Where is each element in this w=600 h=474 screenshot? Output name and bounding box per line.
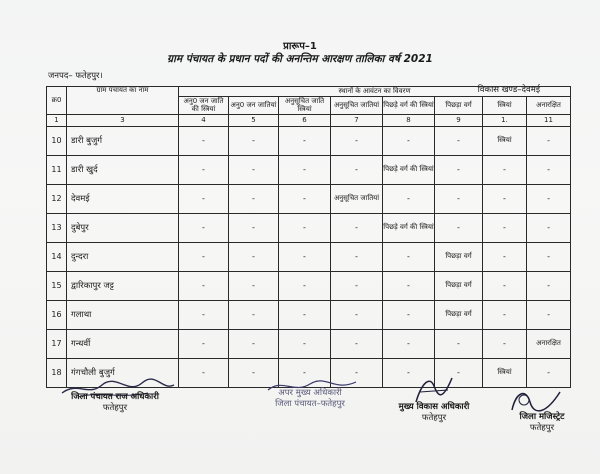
row-serial: 16 bbox=[47, 301, 67, 330]
allocation-cell: - bbox=[279, 185, 331, 214]
category-header: अनारक्षित bbox=[527, 97, 571, 115]
allocation-cell: - bbox=[383, 330, 435, 359]
allocation-cell: - bbox=[331, 127, 383, 156]
allocation-cell: - bbox=[435, 359, 483, 388]
allocation-cell: - bbox=[331, 156, 383, 185]
allocation-cell: पिछड़ा वर्ग bbox=[435, 272, 483, 301]
allocation-cell: - bbox=[383, 272, 435, 301]
table-row bbox=[47, 301, 571, 330]
allocation-cell: - bbox=[383, 301, 435, 330]
column-number: 5 bbox=[229, 115, 279, 127]
allocation-cell: अनारक्षित bbox=[527, 330, 571, 359]
allocation-cell: - bbox=[435, 185, 483, 214]
gram-panchayat-name: दुबेपुर bbox=[67, 214, 179, 243]
signatory-4-place: फतेहपुर bbox=[529, 422, 555, 433]
allocation-cell: पिछड़ा वर्ग bbox=[435, 243, 483, 272]
allocation-cell: - bbox=[435, 214, 483, 243]
allocation-cell: स्त्रियां bbox=[483, 359, 527, 388]
allocation-cell: - bbox=[331, 359, 383, 388]
allocation-cell: - bbox=[229, 359, 279, 388]
allocation-cell: - bbox=[229, 272, 279, 301]
gp-name-header: ग्राम पंचायत का नाम bbox=[67, 87, 179, 115]
allocation-cell: - bbox=[331, 214, 383, 243]
allocation-cell: - bbox=[179, 127, 229, 156]
row-serial: 10 bbox=[47, 127, 67, 156]
allocation-cell: - bbox=[383, 243, 435, 272]
category-header: स्त्रियां bbox=[483, 97, 527, 115]
row-serial: 12 bbox=[47, 185, 67, 214]
allocation-cell: स्त्रियां bbox=[483, 127, 527, 156]
signature-block-3 bbox=[378, 402, 490, 423]
allocation-cell: - bbox=[527, 272, 571, 301]
allocation-cell: - bbox=[383, 359, 435, 388]
district-label: जनपद– फतेहपुर। bbox=[48, 71, 103, 81]
signatory-2-title: अपर मुख्य अधिकारी bbox=[278, 388, 342, 398]
column-number: 3 bbox=[67, 115, 179, 127]
allocation-cell: - bbox=[331, 272, 383, 301]
allocation-cell: - bbox=[483, 185, 527, 214]
table-row bbox=[47, 156, 571, 185]
column-number: 8 bbox=[383, 115, 435, 127]
allocation-cell: - bbox=[229, 243, 279, 272]
row-serial: 13 bbox=[47, 214, 67, 243]
allocation-cell: - bbox=[435, 127, 483, 156]
gram-panchayat-name: गंगचौली बुजुर्ग bbox=[67, 359, 179, 388]
signatory-3-title: मुख्य विकास अधिकारी bbox=[398, 402, 470, 412]
column-number: 11 bbox=[527, 115, 571, 127]
block-label: विकास खण्ड–देवमई bbox=[477, 85, 540, 95]
allocation-cell: अनुसूचित जातियां bbox=[331, 185, 383, 214]
signature-block-2 bbox=[246, 388, 374, 409]
column-number: 7 bbox=[331, 115, 383, 127]
allocation-cell: - bbox=[179, 272, 229, 301]
column-number: 9 bbox=[435, 115, 483, 127]
allocation-cell: पिछड़े वर्ग की स्त्रियां bbox=[383, 214, 435, 243]
allocation-cell: - bbox=[483, 272, 527, 301]
allocation-cell: - bbox=[229, 330, 279, 359]
allocation-cell: - bbox=[383, 127, 435, 156]
signatory-2-place: जिला पंचायत–फतेहपुर bbox=[275, 398, 345, 409]
table-row bbox=[47, 330, 571, 359]
allocation-cell: पिछड़े वर्ग की स्त्रियां bbox=[383, 156, 435, 185]
column-number: 4 bbox=[179, 115, 229, 127]
allocation-cell: - bbox=[279, 156, 331, 185]
allocation-cell: - bbox=[527, 214, 571, 243]
allocation-cell: - bbox=[279, 214, 331, 243]
category-header: अनुसूचित जातियां bbox=[331, 97, 383, 115]
allocation-cell: - bbox=[527, 185, 571, 214]
category-header: पिछड़ा वर्ग bbox=[435, 97, 483, 115]
allocation-cell: - bbox=[435, 156, 483, 185]
signatory-1-title: जिला पंचायत राज अधिकारी bbox=[71, 392, 159, 402]
allocation-cell: - bbox=[483, 330, 527, 359]
form-label: प्रारूप–1 bbox=[283, 41, 317, 52]
row-serial: 15 bbox=[47, 272, 67, 301]
allocation-cell: - bbox=[435, 330, 483, 359]
table-row bbox=[47, 272, 571, 301]
allocation-cell: - bbox=[527, 243, 571, 272]
allocation-group-header: स्थानों के आवंटन का विवरण bbox=[179, 87, 571, 97]
allocation-cell: - bbox=[229, 214, 279, 243]
table-row bbox=[47, 214, 571, 243]
allocation-cell: - bbox=[331, 243, 383, 272]
allocation-cell: - bbox=[483, 214, 527, 243]
gram-panchayat-name: गलाथा bbox=[67, 301, 179, 330]
allocation-cell: - bbox=[179, 330, 229, 359]
allocation-cell: - bbox=[179, 301, 229, 330]
allocation-cell: - bbox=[527, 156, 571, 185]
allocation-cell: - bbox=[331, 330, 383, 359]
category-header: अनु0 जन जातियां bbox=[229, 97, 279, 115]
category-header: अनु0 जन जाति की स्त्रियां bbox=[179, 97, 229, 115]
column-number: 1. bbox=[483, 115, 527, 127]
allocation-cell: - bbox=[483, 243, 527, 272]
gram-panchayat-name: गन्धर्वी bbox=[67, 330, 179, 359]
table-row bbox=[47, 185, 571, 214]
signature-block-1 bbox=[50, 392, 180, 413]
row-serial: 18 bbox=[47, 359, 67, 388]
gram-panchayat-name: द्वारिकापुर जट्ट bbox=[67, 272, 179, 301]
allocation-cell: - bbox=[383, 185, 435, 214]
allocation-cell: - bbox=[279, 243, 331, 272]
column-number: 1 bbox=[47, 115, 67, 127]
allocation-cell: - bbox=[483, 301, 527, 330]
allocation-cell: - bbox=[527, 301, 571, 330]
row-serial: 14 bbox=[47, 243, 67, 272]
signatory-4-title: जिला मजिस्ट्रेट bbox=[519, 412, 565, 422]
signature-block-4 bbox=[492, 412, 592, 433]
allocation-cell: - bbox=[331, 301, 383, 330]
document-title: ग्राम पंचायत के प्रधान पदों की अनन्तिम आरक्षण तालिका वर्ष 2021 bbox=[167, 53, 433, 65]
allocation-cell: - bbox=[229, 185, 279, 214]
allocation-cell: पिछड़ा वर्ग bbox=[435, 301, 483, 330]
row-serial: 17 bbox=[47, 330, 67, 359]
allocation-cell: - bbox=[179, 214, 229, 243]
allocation-cell: - bbox=[179, 156, 229, 185]
signatory-3-place: फतेहपुर bbox=[421, 412, 447, 423]
allocation-cell: - bbox=[229, 301, 279, 330]
allocation-cell: - bbox=[279, 127, 331, 156]
category-header: पिछड़े वर्ग की स्त्रियां bbox=[383, 97, 435, 115]
row-serial: 11 bbox=[47, 156, 67, 185]
allocation-cell: - bbox=[179, 185, 229, 214]
gram-panchayat-name: डारी बुजुर्ग bbox=[67, 127, 179, 156]
gram-panchayat-name: दुन्दरा bbox=[67, 243, 179, 272]
reservation-table bbox=[46, 86, 571, 388]
category-header: अनुसूचित जाति स्त्रियां bbox=[279, 97, 331, 115]
signature-scribble-3 bbox=[408, 372, 458, 406]
allocation-cell: - bbox=[279, 359, 331, 388]
allocation-cell: - bbox=[279, 272, 331, 301]
serial-header: क्र0 bbox=[47, 87, 67, 115]
allocation-cell: - bbox=[179, 243, 229, 272]
table-body bbox=[47, 127, 571, 388]
allocation-cell: - bbox=[527, 127, 571, 156]
allocation-cell: - bbox=[229, 156, 279, 185]
allocation-cell: - bbox=[279, 330, 331, 359]
allocation-cell: - bbox=[179, 359, 229, 388]
allocation-cell: - bbox=[527, 359, 571, 388]
table-row bbox=[47, 243, 571, 272]
signatory-1-place: फतेहपुर bbox=[102, 402, 128, 413]
gram-panchayat-name: डारी खुर्द bbox=[67, 156, 179, 185]
table-row bbox=[47, 127, 571, 156]
gram-panchayat-name: देवमई bbox=[67, 185, 179, 214]
allocation-cell: - bbox=[483, 156, 527, 185]
allocation-cell: - bbox=[229, 127, 279, 156]
allocation-cell: - bbox=[279, 301, 331, 330]
column-number: 6 bbox=[279, 115, 331, 127]
column-number-row bbox=[47, 115, 571, 127]
